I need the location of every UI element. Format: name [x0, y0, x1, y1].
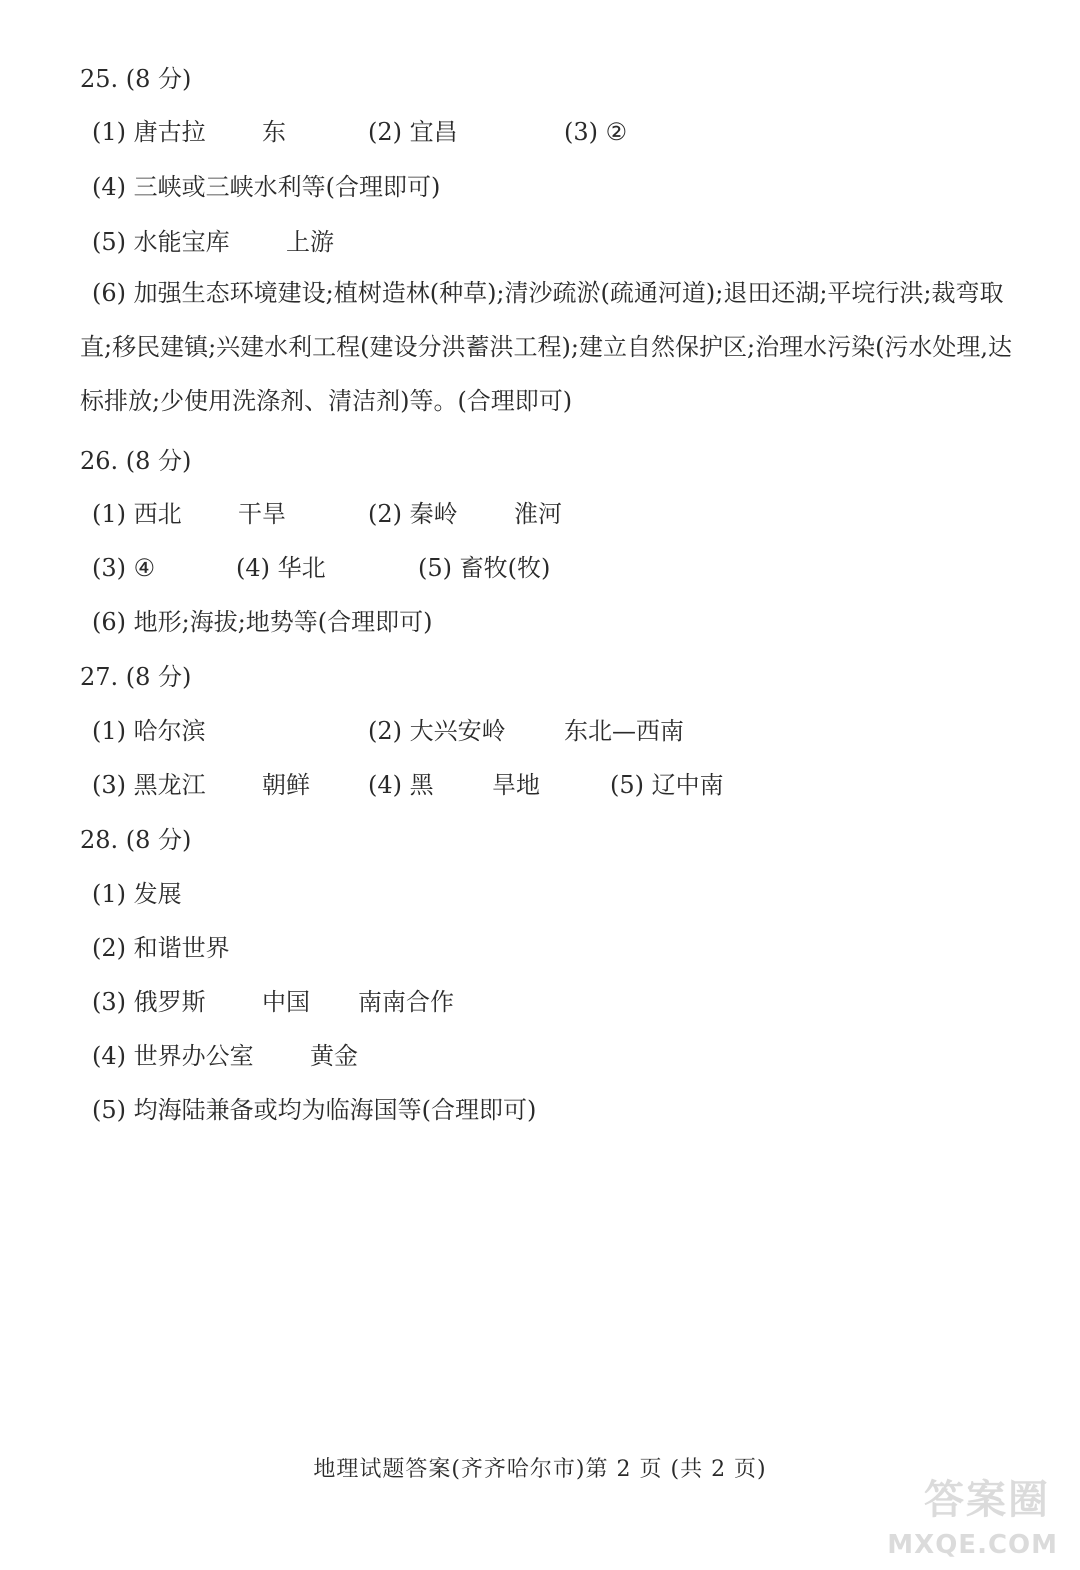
q26-answer-2b: 淮河	[514, 500, 562, 528]
q25-answer-6	[80, 266, 1030, 428]
watermark-logo	[887, 1468, 1058, 1560]
q28-answer-4: (4) 世界办公室	[92, 1042, 254, 1070]
q26-answer-3: (3) ④	[92, 554, 156, 582]
q28-answer-1: (1) 发展	[92, 880, 182, 908]
q28-answer-5: (5) 均海陆兼备或均为临海国等(合理即可)	[92, 1096, 537, 1124]
q27-answer-2b: 东北—西南	[564, 717, 684, 745]
watermark-url: MXQE.COM	[887, 1530, 1058, 1560]
q25-answer-5b: 上游	[286, 228, 334, 256]
q25-answer-3: (3) ②	[564, 118, 628, 146]
q26-answer-1b: 干旱	[238, 500, 286, 528]
q26-answer-5: (5) 畜牧(牧)	[418, 554, 551, 582]
q28-answer-4b: 黄金	[310, 1042, 358, 1070]
q28-answer-3: (3) 俄罗斯	[92, 988, 206, 1016]
q25-answer-5: (5) 水能宝库	[92, 228, 230, 256]
q25-answer-6-text: (6) 加强生态环境建设;植树造林(种草);清沙疏淤(疏通河道);退田还湖;平垸行洪;裁弯取直;移民建镇;兴建水利工程(建设分洪蓄洪工程);建立自然保护区;治理水污染(污水处理,达标排放;少使用洗涤剂、清洁剂)等。(合理即可)	[80, 279, 1013, 415]
q26-answer-1: (1) 西北	[92, 500, 182, 528]
q25-answer-4: (4) 三峡或三峡水利等(合理即可)	[92, 173, 441, 201]
q27-answer-5: (5) 辽中南	[610, 771, 724, 799]
q27-answer-1: (1) 哈尔滨	[92, 717, 206, 745]
q27-header: 27. (8 分)	[80, 663, 192, 691]
q27-answer-4b: 旱地	[492, 771, 540, 799]
q28-answer-3b: 中国	[262, 988, 310, 1016]
q25-header: 25. (8 分)	[80, 65, 192, 93]
q26-answer-4: (4) 华北	[236, 554, 326, 582]
q28-answer-2: (2) 和谐世界	[92, 934, 230, 962]
q28-header: 28. (8 分)	[80, 826, 192, 854]
q26-header: 26. (8 分)	[80, 447, 192, 475]
q25-answer-1: (1) 唐古拉	[92, 118, 206, 146]
page-footer: 地理试题答案(齐齐哈尔市)第 2 页 (共 2 页)	[313, 1457, 767, 1482]
q27-answer-2: (2) 大兴安岭	[368, 717, 506, 745]
watermark-text: 答案圈	[924, 1477, 1050, 1523]
q26-answer-2: (2) 秦岭	[368, 500, 458, 528]
q25-answer-1b: 东	[262, 118, 286, 146]
q28-answer-3c: 南南合作	[358, 988, 454, 1016]
q27-answer-3b: 朝鲜	[262, 771, 310, 799]
q27-answer-3: (3) 黑龙江	[92, 771, 206, 799]
q25-answer-2: (2) 宜昌	[368, 118, 458, 146]
q27-answer-4: (4) 黑	[368, 771, 434, 799]
q26-answer-6: (6) 地形;海拔;地势等(合理即可)	[92, 608, 433, 636]
